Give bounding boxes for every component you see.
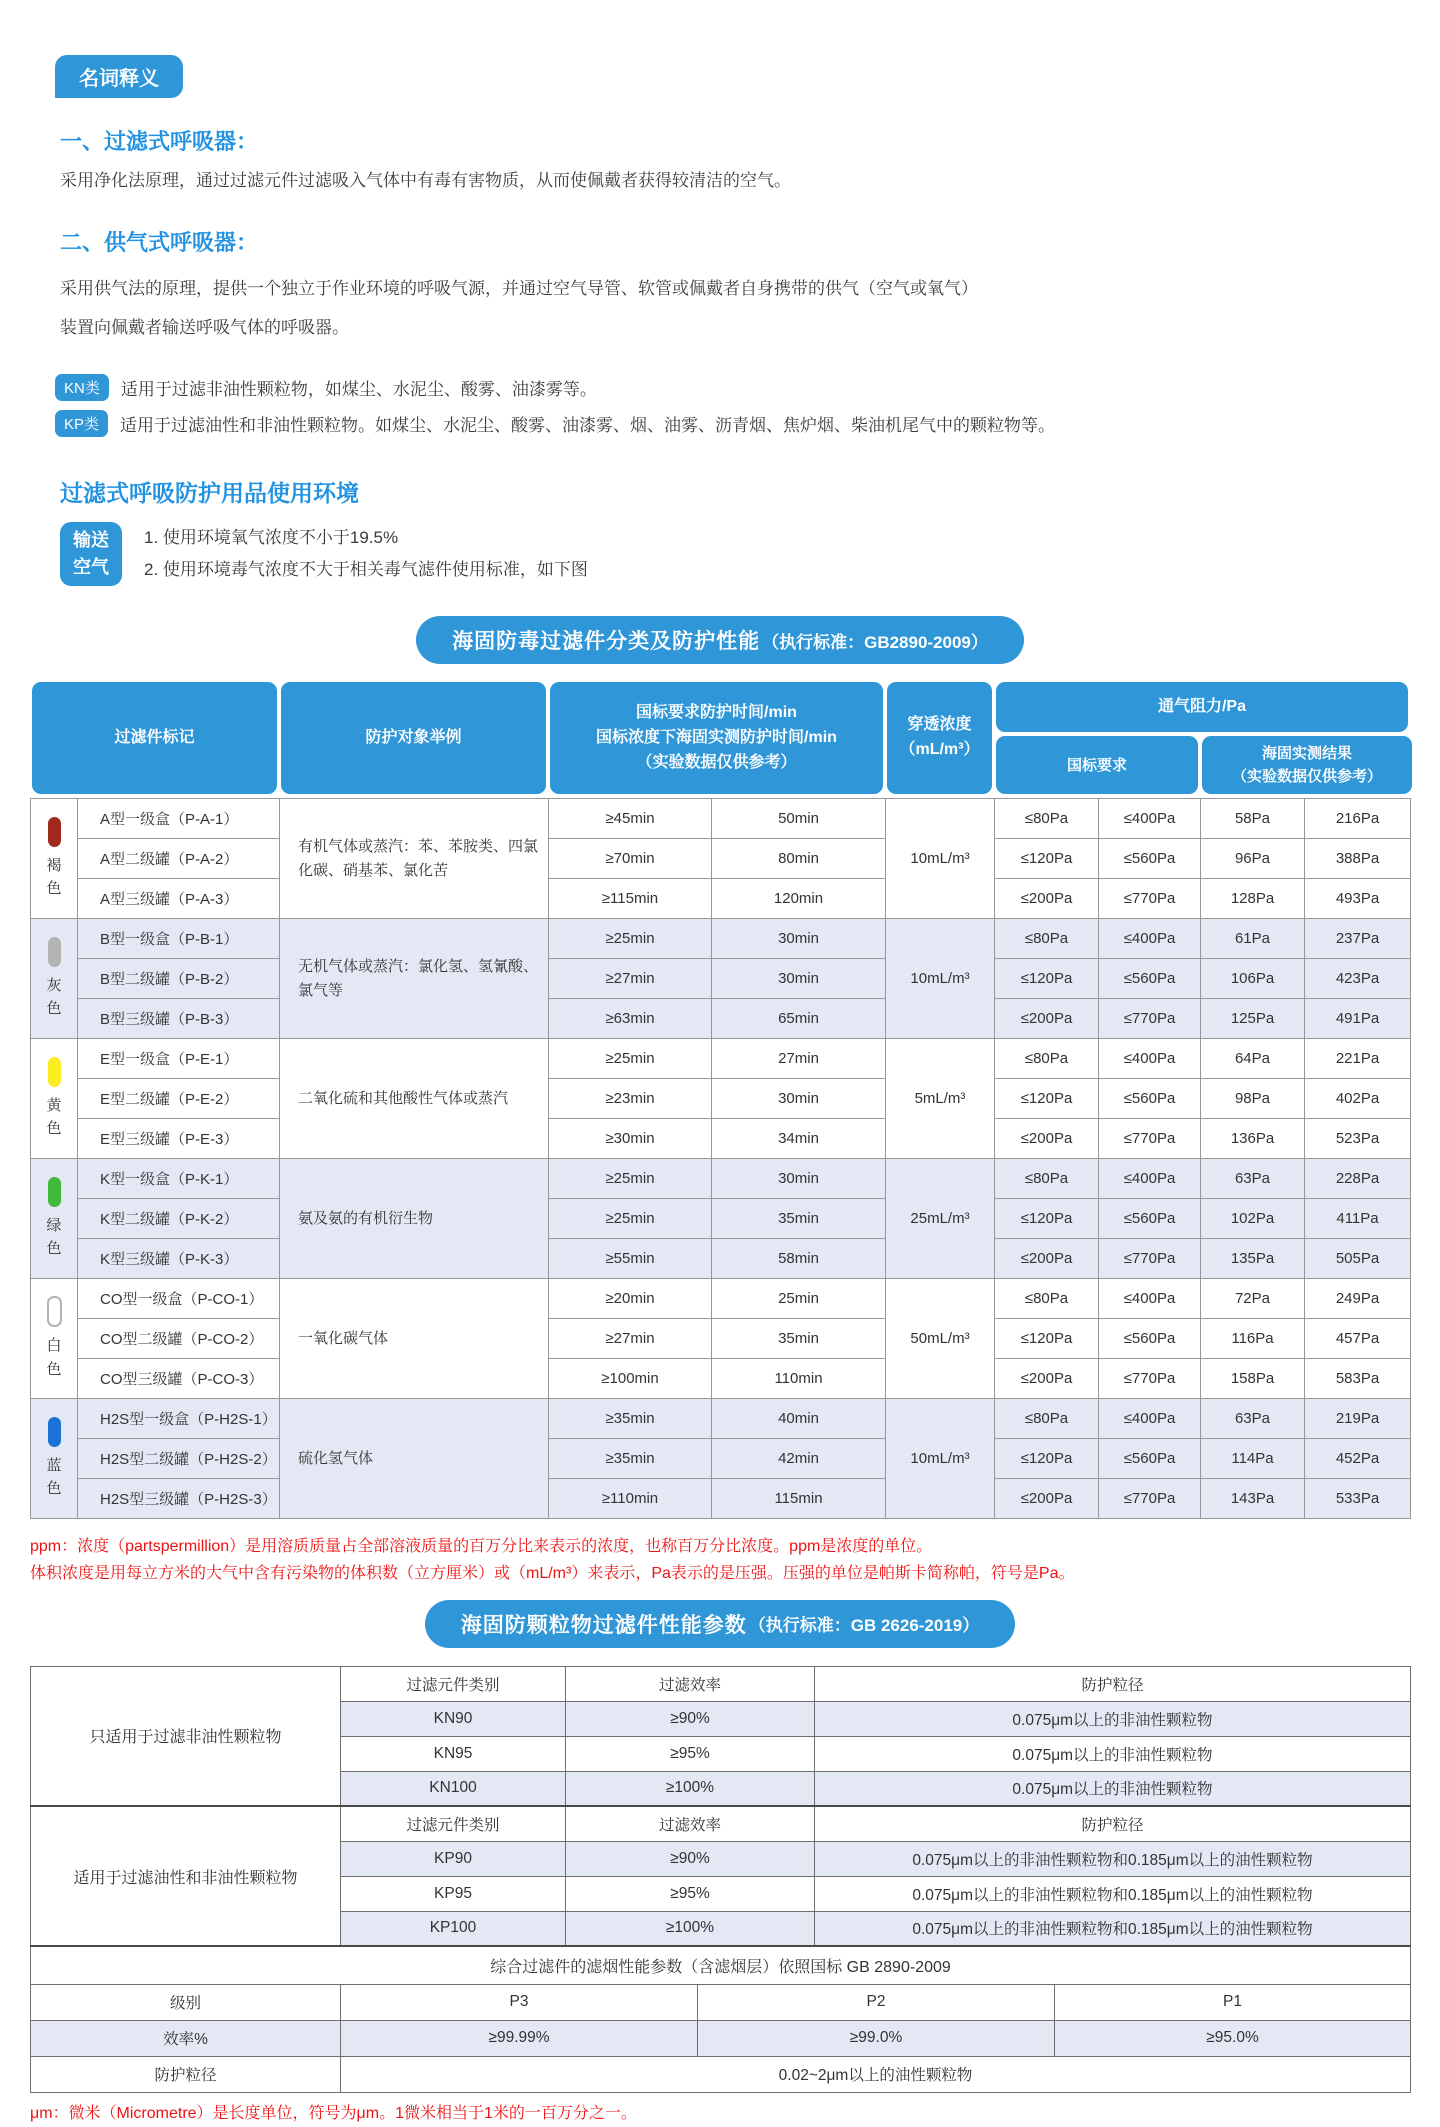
resistance-measured-cell: 128Pa [1201, 879, 1305, 919]
protect-target-cell: 一氧化碳气体 [280, 1279, 549, 1399]
filter-color-cell [31, 1279, 78, 1399]
time-measured-cell: 120min [712, 879, 886, 919]
table-row [31, 2020, 1411, 2056]
time-measured-cell: 42min [712, 1439, 886, 1479]
resistance-standard-cell: ≤560Pa [1099, 959, 1201, 999]
table-row [31, 1399, 1411, 1439]
protect-particle-cell: 0.075μm以上的非油性颗粒物和0.185μm以上的油性颗粒物 [815, 1876, 1411, 1911]
resistance-measured-cell: 221Pa [1305, 1039, 1411, 1079]
particle-filter-table [30, 1666, 1411, 1985]
time-required-cell: ≥55min [549, 1239, 712, 1279]
air-supply-badge-line2: 空气 [73, 556, 109, 577]
resistance-standard-cell: ≤770Pa [1099, 1239, 1201, 1279]
table-row [31, 1079, 1411, 1119]
filter-mark-cell: H2S型三级罐（P-H2S-3） [78, 1479, 280, 1519]
resistance-standard-cell: ≤770Pa [1099, 1119, 1201, 1159]
resistance-standard-cell: ≤770Pa [1099, 879, 1201, 919]
category-cell: 适用于过滤油性和非油性颗粒物 [31, 1806, 341, 1946]
resistance-standard-cell: ≤80Pa [995, 1039, 1099, 1079]
resistance-measured-cell: 102Pa [1201, 1199, 1305, 1239]
time-required-cell: ≥45min [549, 799, 712, 839]
table-row [31, 799, 1411, 839]
ppm-note-line2: 体积浓度是用每立方米的大气中含有污染物的体积数（立方厘米）或（mL/m³）来表示，Pa表示的是压强。压强的单位是帕斯卡简称帕，符号是Pa。 [30, 1565, 1075, 1583]
header-air-resistance: 通气阻力/Pa [996, 682, 1408, 732]
table-row [31, 919, 1411, 959]
time-required-cell: ≥100min [549, 1359, 712, 1399]
resistance-measured-cell: 237Pa [1305, 919, 1411, 959]
kp-badge: KP类 [55, 410, 108, 437]
resistance-measured-cell: 423Pa [1305, 959, 1411, 999]
filter-mark-cell: H2S型二级罐（P-H2S-2） [78, 1439, 280, 1479]
resistance-standard-cell: ≤770Pa [1099, 1479, 1201, 1519]
time-measured-cell: 115min [712, 1479, 886, 1519]
protect-particle-cell: 0.075μm以上的非油性颗粒物 [815, 1701, 1411, 1736]
value-cell: P2 [698, 1984, 1055, 2020]
resistance-standard-cell: ≤400Pa [1099, 799, 1201, 839]
filter-efficiency-cell: ≥90% [566, 1701, 815, 1736]
environment-item2: 2. 使用环境毒气浓度不大于相关毒气滤件使用标准，如下图 [144, 559, 588, 579]
column-header-cell: 过滤元件类别 [341, 1666, 566, 1701]
resistance-measured-cell: 158Pa [1201, 1359, 1305, 1399]
protect-target-cell: 氨及氨的有机衍生物 [280, 1159, 549, 1279]
resistance-standard-cell: ≤120Pa [995, 959, 1099, 999]
gas-filter-banner [416, 616, 1024, 664]
um-note [30, 2100, 1410, 2127]
resistance-standard-cell: ≤120Pa [995, 839, 1099, 879]
value-cell: ≥99.0% [698, 2020, 1055, 2056]
resistance-standard-cell: ≤400Pa [1099, 1399, 1201, 1439]
time-required-cell: ≥25min [549, 1159, 712, 1199]
filter-mark-cell: K型一级盒（P-K-1） [78, 1159, 280, 1199]
banner1-title: 海固防毒过滤件分类及防护性能 [452, 630, 761, 654]
resistance-measured-cell: 114Pa [1201, 1439, 1305, 1479]
time-required-cell: ≥25min [549, 919, 712, 959]
header-protect-target: 防护对象举例 [281, 682, 546, 794]
column-header-cell: 过滤效率 [566, 1666, 815, 1701]
resistance-measured-cell: 58Pa [1201, 799, 1305, 839]
filter-efficiency-cell: ≥95% [566, 1876, 815, 1911]
protect-particle-cell: 0.075μm以上的非油性颗粒物和0.185μm以上的油性颗粒物 [815, 1841, 1411, 1876]
table-row [31, 1159, 1411, 1199]
header-national-standard: 国标要求 [996, 736, 1198, 794]
filter-mark-cell: CO型二级罐（P-CO-2） [78, 1319, 280, 1359]
penetration-concentration-cell: 10mL/m³ [886, 919, 995, 1039]
resistance-measured-cell: 402Pa [1305, 1079, 1411, 1119]
gas-filter-table [30, 682, 1410, 1519]
filter-color-cell [31, 919, 78, 1039]
kn-text: 适用于过滤非油性颗粒物，如煤尘、水泥尘、酸雾、油漆雾等。 [120, 379, 597, 399]
environment-row [60, 522, 1410, 587]
table-row [31, 1946, 1411, 1984]
time-required-cell: ≥63min [549, 999, 712, 1039]
resistance-standard-cell: ≤560Pa [1099, 1199, 1201, 1239]
resistance-standard-cell: ≤560Pa [1099, 1439, 1201, 1479]
resistance-measured-cell: 228Pa [1305, 1159, 1411, 1199]
filter-mark-cell: B型三级罐（P-B-3） [78, 999, 280, 1039]
time-required-cell: ≥35min [549, 1399, 712, 1439]
time-required-cell: ≥27min [549, 959, 712, 999]
filter-mark-cell: H2S型一级盒（P-H2S-1） [78, 1399, 280, 1439]
resistance-measured-cell: 491Pa [1305, 999, 1411, 1039]
resistance-measured-cell: 411Pa [1305, 1199, 1411, 1239]
column-header-cell: 过滤效率 [566, 1806, 815, 1841]
filter-color-cell [31, 1399, 78, 1519]
filter-color-capsule-icon [48, 817, 61, 847]
table-row [31, 1479, 1411, 1519]
value-cell: ≥99.99% [341, 2020, 698, 2056]
resistance-standard-cell: ≤400Pa [1099, 1279, 1201, 1319]
protect-target-cell: 无机气体或蒸汽：氯化氢、氢氰酸、氯气等 [280, 919, 549, 1039]
table-row [31, 1119, 1411, 1159]
banner2-row [30, 1600, 1410, 1648]
section2-line2: 装置向佩戴者输送呼吸气体的呼吸器。 [60, 318, 349, 338]
banner1-row [30, 616, 1410, 664]
time-measured-cell: 40min [712, 1399, 886, 1439]
table-row [31, 999, 1411, 1039]
time-required-cell: ≥30min [549, 1119, 712, 1159]
time-measured-cell: 65min [712, 999, 886, 1039]
time-required-cell: ≥35min [549, 1439, 712, 1479]
filter-class-cell: KP95 [341, 1876, 566, 1911]
environment-title: 过滤式呼吸防护用品使用环境 [60, 479, 359, 506]
table-row [31, 839, 1411, 879]
time-required-cell: ≥27min [549, 1319, 712, 1359]
filter-class-cell: KP90 [341, 1841, 566, 1876]
category-cell: 只适用于过滤非油性颗粒物 [31, 1666, 341, 1806]
kn-class-row [55, 374, 1410, 401]
penetration-concentration-cell: 50mL/m³ [886, 1279, 995, 1399]
resistance-measured-cell: 116Pa [1201, 1319, 1305, 1359]
resistance-measured-cell: 216Pa [1305, 799, 1411, 839]
filter-color-name: 绿 色 [46, 1216, 62, 1258]
kp-class-row [55, 410, 1410, 437]
resistance-measured-cell: 61Pa [1201, 919, 1305, 959]
filter-class-cell: KN100 [341, 1771, 566, 1806]
section1-title: 一、过滤式呼吸器： [60, 129, 259, 154]
filter-mark-cell: K型二级罐（P-K-2） [78, 1199, 280, 1239]
resistance-measured-cell: 249Pa [1305, 1279, 1411, 1319]
table-row [31, 1039, 1411, 1079]
penetration-concentration-cell: 10mL/m³ [886, 1399, 995, 1519]
resistance-measured-cell: 493Pa [1305, 879, 1411, 919]
section2-text [60, 269, 1410, 347]
table-row [31, 1279, 1411, 1319]
protect-particle-cell: 0.075μm以上的非油性颗粒物和0.185μm以上的油性颗粒物 [815, 1911, 1411, 1946]
row-header-cell: 效率% [31, 2020, 341, 2056]
filter-color-capsule-icon [48, 1057, 61, 1087]
value-cell: P3 [341, 1984, 698, 2020]
row-header-cell: 防护粒径 [31, 2056, 341, 2092]
filter-color-cell [31, 1039, 78, 1159]
resistance-measured-cell: 64Pa [1201, 1039, 1305, 1079]
resistance-measured-cell: 452Pa [1305, 1439, 1411, 1479]
resistance-standard-cell: ≤80Pa [995, 1279, 1099, 1319]
resistance-standard-cell: ≤200Pa [995, 1359, 1099, 1399]
resistance-measured-cell: 388Pa [1305, 839, 1411, 879]
time-required-cell: ≥25min [549, 1039, 712, 1079]
filter-mark-cell: E型一级盒（P-E-1） [78, 1039, 280, 1079]
gas-filter-table-body [30, 798, 1411, 1519]
header-protection-time-line1: 国标要求防护时间/min [636, 703, 797, 721]
resistance-measured-cell: 63Pa [1201, 1159, 1305, 1199]
resistance-measured-cell: 63Pa [1201, 1399, 1305, 1439]
filter-color-capsule-icon [48, 1417, 61, 1447]
header-protection-time-line3: （实验数据仅供参考） [636, 753, 797, 771]
resistance-standard-cell: ≤770Pa [1099, 999, 1201, 1039]
resistance-standard-cell: ≤200Pa [995, 999, 1099, 1039]
resistance-standard-cell: ≤80Pa [995, 1399, 1099, 1439]
resistance-standard-cell: ≤80Pa [995, 919, 1099, 959]
time-required-cell: ≥110min [549, 1479, 712, 1519]
section1-text: 采用净化法原理，通过过滤元件过滤吸入气体中有毒有害物质，从而使佩戴者获得较清洁的空气。 [60, 171, 791, 190]
filter-mark-cell: A型三级罐（P-A-3） [78, 879, 280, 919]
penetration-concentration-cell: 5mL/m³ [886, 1039, 995, 1159]
header-penetration-line1: 穿透浓度 [907, 716, 972, 734]
filter-color-cell [31, 1159, 78, 1279]
resistance-measured-cell: 219Pa [1305, 1399, 1411, 1439]
resistance-measured-cell: 106Pa [1201, 959, 1305, 999]
filter-mark-cell: A型二级罐（P-A-2） [78, 839, 280, 879]
filter-efficiency-cell: ≥100% [566, 1911, 815, 1946]
time-measured-cell: 34min [712, 1119, 886, 1159]
filter-mark-cell: A型一级盒（P-A-1） [78, 799, 280, 839]
value-cell: ≥95.0% [1055, 2020, 1411, 2056]
resistance-standard-cell: ≤400Pa [1099, 1159, 1201, 1199]
header-penetration-concentration [887, 682, 992, 794]
time-measured-cell: 30min [712, 1159, 886, 1199]
table-row [31, 1984, 1411, 2020]
table-row [31, 879, 1411, 919]
filter-mark-cell: K型三级罐（P-K-3） [78, 1239, 280, 1279]
resistance-standard-cell: ≤120Pa [995, 1079, 1099, 1119]
resistance-measured-cell: 143Pa [1201, 1479, 1305, 1519]
banner1-standard: （执行标准：GB2890-2009） [762, 632, 988, 652]
resistance-measured-cell: 135Pa [1201, 1239, 1305, 1279]
protect-particle-cell: 0.075μm以上的非油性颗粒物 [815, 1771, 1411, 1806]
environment-item1: 1. 使用环境氧气浓度不小于19.5% [144, 527, 399, 547]
banner2-standard: （执行标准：GB 2626-2019） [748, 1616, 980, 1635]
resistance-measured-cell: 583Pa [1305, 1359, 1411, 1399]
time-measured-cell: 35min [712, 1319, 886, 1359]
filter-mark-cell: E型二级罐（P-E-2） [78, 1079, 280, 1119]
resistance-measured-cell: 505Pa [1305, 1239, 1411, 1279]
time-measured-cell: 110min [712, 1359, 886, 1399]
time-measured-cell: 25min [712, 1279, 886, 1319]
time-required-cell: ≥20min [549, 1279, 712, 1319]
protect-target-cell: 硫化氢气体 [280, 1399, 549, 1519]
time-required-cell: ≥115min [549, 879, 712, 919]
ppm-notes [30, 1533, 1410, 1587]
resistance-measured-cell: 136Pa [1201, 1119, 1305, 1159]
resistance-standard-cell: ≤400Pa [1099, 1039, 1201, 1079]
resistance-measured-cell: 533Pa [1305, 1479, 1411, 1519]
filter-mark-cell: B型二级罐（P-B-2） [78, 959, 280, 999]
particle-filter-banner [425, 1600, 1016, 1648]
table-row [31, 1439, 1411, 1479]
resistance-measured-cell: 72Pa [1201, 1279, 1305, 1319]
smoke-filter-note-cell: 综合过滤件的滤烟性能参数（含滤烟层）依照国标 GB 2890-2009 [31, 1946, 1411, 1984]
header-air-resistance-sub [996, 736, 1408, 794]
filter-color-name: 褐 色 [46, 856, 62, 898]
filter-efficiency-cell: ≥90% [566, 1841, 815, 1876]
section2-line1: 采用供气法的原理，提供一个独立于作业环境的呼吸气源，并通过空气导管、软管或佩戴者自身携带的供气（空气或氧气） [60, 279, 978, 299]
header-measured-result [1202, 736, 1412, 794]
resistance-measured-cell: 98Pa [1201, 1079, 1305, 1119]
header-measured-line2: （实验数据仅供参考） [1231, 768, 1382, 786]
time-measured-cell: 35min [712, 1199, 886, 1239]
resistance-standard-cell: ≤120Pa [995, 1319, 1099, 1359]
resistance-measured-cell: 523Pa [1305, 1119, 1411, 1159]
value-cell: P1 [1055, 1984, 1411, 2020]
time-required-cell: ≥23min [549, 1079, 712, 1119]
header-filter-mark: 过滤件标记 [32, 682, 277, 794]
resistance-standard-cell: ≤560Pa [1099, 1079, 1201, 1119]
time-measured-cell: 58min [712, 1239, 886, 1279]
resistance-standard-cell: ≤560Pa [1099, 1319, 1201, 1359]
header-measured-line1: 海固实测结果 [1261, 744, 1352, 762]
table-row [31, 2056, 1411, 2092]
filter-color-capsule-icon [48, 937, 61, 967]
protect-target-cell: 有机气体或蒸汽：苯、苯胺类、四氯化碳、硝基苯、氯化苦 [280, 799, 549, 919]
filter-color-name: 黄 色 [46, 1096, 62, 1138]
resistance-standard-cell: ≤80Pa [995, 799, 1099, 839]
particle-filter-table-bottom [30, 1984, 1411, 2093]
filter-color-capsule-icon [48, 1177, 61, 1207]
filter-color-cell [31, 799, 78, 919]
air-supply-badge-line1: 输送 [73, 529, 109, 550]
table-row [31, 1359, 1411, 1399]
resistance-standard-cell: ≤770Pa [1099, 1359, 1201, 1399]
table-row [31, 1199, 1411, 1239]
header-penetration-line2: （mL/m³） [899, 741, 980, 759]
resistance-standard-cell: ≤200Pa [995, 1479, 1099, 1519]
ppm-note-line1: ppm：浓度（partspermillion）是用溶质质量占全部溶液质量的百万分比来表示的浓度，也称百万分比浓度。ppm是浓度的单位。 [30, 1538, 933, 1556]
table-row [31, 959, 1411, 999]
filter-color-name: 蓝 色 [46, 1456, 62, 1498]
row-header-cell: 级别 [31, 1984, 341, 2020]
kp-text: 适用于过滤油性和非油性颗粒物。如煤尘、水泥尘、酸雾、油漆雾、烟、油雾、沥青烟、焦炉烟、柴油机尾气中的颗粒物等。 [120, 415, 1056, 435]
column-header-cell: 过滤元件类别 [341, 1806, 566, 1841]
value-cell: 0.02~2μm以上的油性颗粒物 [341, 2056, 1411, 2092]
resistance-measured-cell: 96Pa [1201, 839, 1305, 879]
filter-color-capsule-icon [47, 1296, 62, 1327]
protect-target-cell: 二氧化硫和其他酸性气体或蒸汽 [280, 1039, 549, 1159]
filter-class-cell: KN90 [341, 1701, 566, 1736]
time-measured-cell: 30min [712, 919, 886, 959]
header-protection-time-line2: 国标浓度下海固实测防护时间/min [596, 728, 837, 746]
gas-filter-table-header [30, 682, 1410, 794]
time-measured-cell: 30min [712, 1079, 886, 1119]
resistance-measured-cell: 457Pa [1305, 1319, 1411, 1359]
table-row [31, 1806, 1411, 1841]
section2-title: 二、供气式呼吸器： [60, 230, 259, 256]
filter-mark-cell: B型一级盒（P-B-1） [78, 919, 280, 959]
column-header-cell: 防护粒径 [815, 1666, 1411, 1701]
resistance-standard-cell: ≤400Pa [1099, 919, 1201, 959]
filter-class-cell: KN95 [341, 1736, 566, 1771]
penetration-concentration-cell: 10mL/m³ [886, 799, 995, 919]
air-supply-badge [60, 522, 122, 586]
resistance-measured-cell: 125Pa [1201, 999, 1305, 1039]
um-note-line: μm：微米（Micrometre）是长度单位，符号为μm。1微米相当于1米的一百万分之一。 [30, 2104, 637, 2122]
environment-items [144, 522, 588, 587]
filter-efficiency-cell: ≥100% [566, 1771, 815, 1806]
resistance-standard-cell: ≤560Pa [1099, 839, 1201, 879]
header-protection-time [550, 682, 883, 794]
resistance-standard-cell: ≤120Pa [995, 1199, 1099, 1239]
filter-class-cell: KP100 [341, 1911, 566, 1946]
resistance-standard-cell: ≤80Pa [995, 1159, 1099, 1199]
filter-color-name: 白 色 [46, 1337, 62, 1378]
filter-color-name: 灰 色 [46, 976, 62, 1018]
filter-mark-cell: CO型一级盒（P-CO-1） [78, 1279, 280, 1319]
table-row [31, 1666, 1411, 1701]
table-row [31, 1239, 1411, 1279]
penetration-concentration-cell: 25mL/m³ [886, 1159, 995, 1279]
time-required-cell: ≥70min [549, 839, 712, 879]
time-measured-cell: 80min [712, 839, 886, 879]
resistance-standard-cell: ≤200Pa [995, 1239, 1099, 1279]
resistance-standard-cell: ≤200Pa [995, 1119, 1099, 1159]
resistance-standard-cell: ≤120Pa [995, 1439, 1099, 1479]
time-measured-cell: 30min [712, 959, 886, 999]
filter-efficiency-cell: ≥95% [566, 1736, 815, 1771]
kn-badge: KN类 [55, 374, 109, 401]
terms-definition-badge: 名词释义 [55, 55, 183, 98]
filter-mark-cell: CO型三级罐（P-CO-3） [78, 1359, 280, 1399]
banner2-title: 海固防颗粒物过滤件性能参数 [460, 1613, 747, 1637]
time-measured-cell: 50min [712, 799, 886, 839]
time-required-cell: ≥25min [549, 1199, 712, 1239]
header-air-resistance-group [996, 682, 1408, 794]
table-row [31, 1319, 1411, 1359]
resistance-standard-cell: ≤200Pa [995, 879, 1099, 919]
filter-mark-cell: E型三级罐（P-E-3） [78, 1119, 280, 1159]
protect-particle-cell: 0.075μm以上的非油性颗粒物 [815, 1736, 1411, 1771]
time-measured-cell: 27min [712, 1039, 886, 1079]
column-header-cell: 防护粒径 [815, 1806, 1411, 1841]
